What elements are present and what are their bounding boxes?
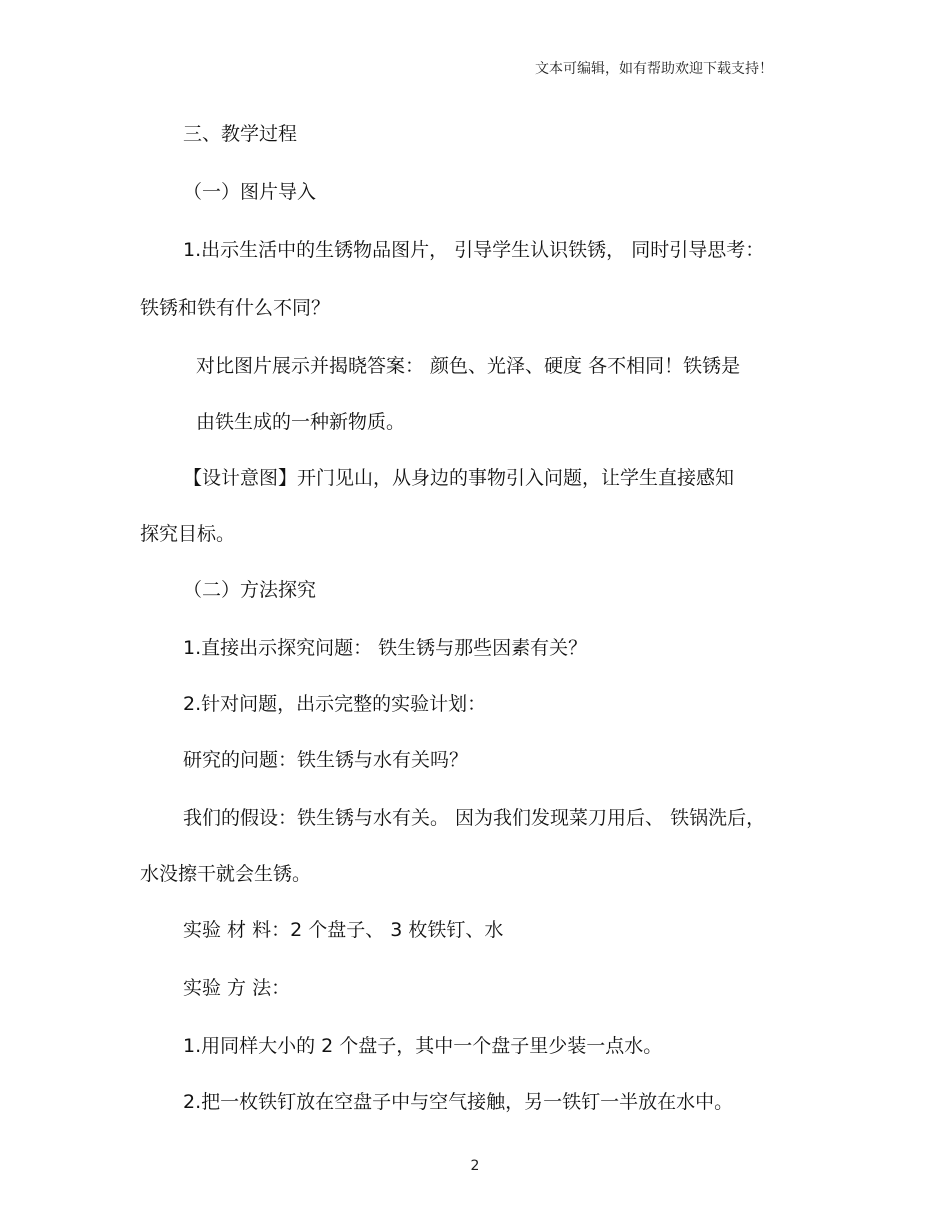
paragraph-line: 2.把一枚铁钉放在空盘子中与空气接触，另一铁钉一半放在水中。 — [183, 1091, 734, 1113]
paragraph-line: 1.用同样大小的 2 个盘子，其中一个盘子里少装一点水。 — [183, 1035, 663, 1057]
subsection-heading: （二）方法探究 — [183, 579, 317, 601]
paragraph-line: 研究的问题：铁生锈与水有关吗？ — [183, 749, 469, 771]
paragraph-line: 实验 方 法： — [183, 977, 291, 999]
paragraph-line: 探究目标。 — [140, 523, 236, 545]
paragraph-line: 对比图片展示并揭晓答案： 颜色、光泽、硬度 各不相同！铁锈是 — [196, 355, 741, 377]
paragraph-line: 铁锈和铁有什么不同？ — [140, 297, 331, 319]
paragraph-line: 我们的假设：铁生锈与水有关。 因为我们发现菜刀用后、 铁锅洗后， — [183, 807, 766, 829]
section-heading: 三、教学过程 — [183, 123, 298, 145]
paragraph-line: 实验 材 料：2 个盘子、 3 枚铁钉、水 — [183, 919, 504, 941]
paragraph-line: 【设计意图】开门见山，从身边的事物引入问题，让学生直接感知 — [183, 467, 735, 489]
paragraph-line: 1.直接出示探究问题： 铁生锈与那些因素有关？ — [183, 637, 588, 659]
paragraph-line: 水没擦干就会生锈。 — [140, 863, 312, 885]
paragraph-line: 2.针对问题，出示完整的实验计划： — [183, 693, 487, 715]
page-number: 2 — [470, 1158, 480, 1174]
paragraph-line: 由铁生成的一种新物质。 — [196, 411, 406, 433]
paragraph-line: 1.出示生活中的生锈物品图片， 引导学生认识铁锈， 同时引导思考： — [183, 239, 765, 261]
header-note: 文本可编辑，如有帮助欢迎下载支持！ — [535, 61, 773, 77]
subsection-heading: （一）图片导入 — [183, 181, 317, 203]
